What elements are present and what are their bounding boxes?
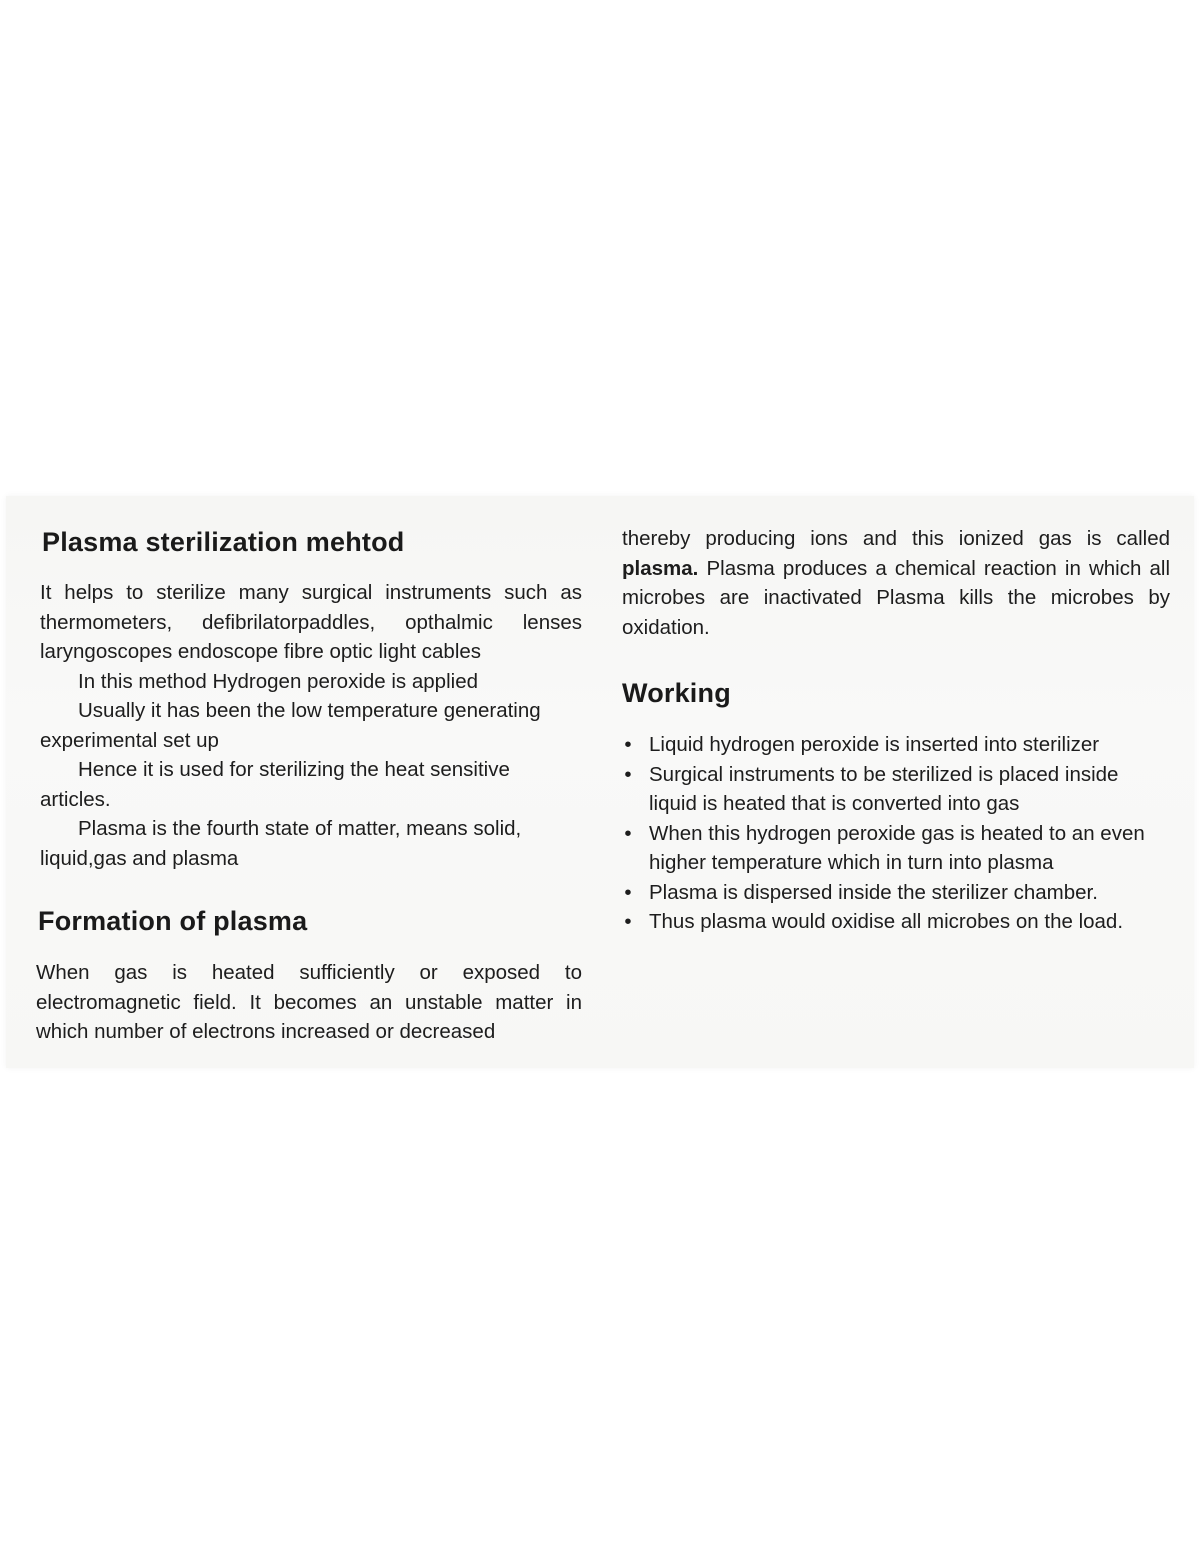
intro-block [40, 578, 582, 873]
list-item [622, 907, 1162, 937]
formation-paragraph: When gas is heated sufficiently or exposed to electromagnetic field. It becomes an unstable matter in which number of electrons increased or decreased [36, 961, 582, 1043]
continuation-paragraph [622, 524, 1170, 642]
list-item-text: Plasma is dispersed inside the sterilizer chamber. [649, 880, 1098, 904]
list-item [622, 878, 1162, 908]
list-item-text: When this hydrogen peroxide gas is heated to an even higher temperature which in turn into plasma [649, 821, 1145, 874]
continuation-text-a: thereby producing ions and this ionized gas is called [622, 527, 1170, 550]
heat-sensitive-line: Hence it is used for sterilizing the heat sensitive articles. [40, 758, 510, 811]
bullet-icon: • [624, 733, 632, 756]
fourth-state-line: Plasma is the fourth state of matter, means solid, liquid,gas and plasma [40, 817, 522, 870]
heading-formation-of-plasma: Formation of plasma [38, 906, 308, 936]
bullet-icon: • [624, 762, 632, 786]
list-item [622, 730, 1162, 760]
list-item [622, 819, 1162, 878]
continuation-text-b: Plasma produces a chemical reaction in which all microbes are inactivated Plasma kills the microbes by oxidation. [622, 556, 1170, 639]
heading-working: Working [622, 678, 731, 708]
low-temperature-line: Usually it has been the low temperature generating experimental set up [40, 699, 541, 752]
intro-paragraph: It helps to sterilize many surgical instruments such as thermometers, defibrilatorpaddles, opthalmic lenses laryngoscopes endoscope fibre optic light cables [40, 581, 582, 663]
hydrogen-peroxide-line: In this method Hydrogen peroxide is applied [78, 669, 478, 693]
list-item-text: Thus plasma would oxidise all microbes on the load. [649, 910, 1124, 933]
bullet-icon: • [624, 821, 632, 845]
working-steps-list [622, 730, 1162, 937]
heading-plasma-sterilization: Plasma sterilization mehtod [42, 527, 405, 557]
list-item-text: Surgical instruments to be sterilized is placed inside liquid is heated that is converted into gas [649, 762, 1119, 815]
plasma-bold-term: plasma. [622, 556, 699, 580]
list-item-text: Liquid hydrogen peroxide is inserted into sterilizer [649, 733, 1100, 756]
bullet-icon: • [624, 910, 632, 933]
list-item [622, 760, 1162, 819]
bullet-icon: • [624, 880, 632, 904]
